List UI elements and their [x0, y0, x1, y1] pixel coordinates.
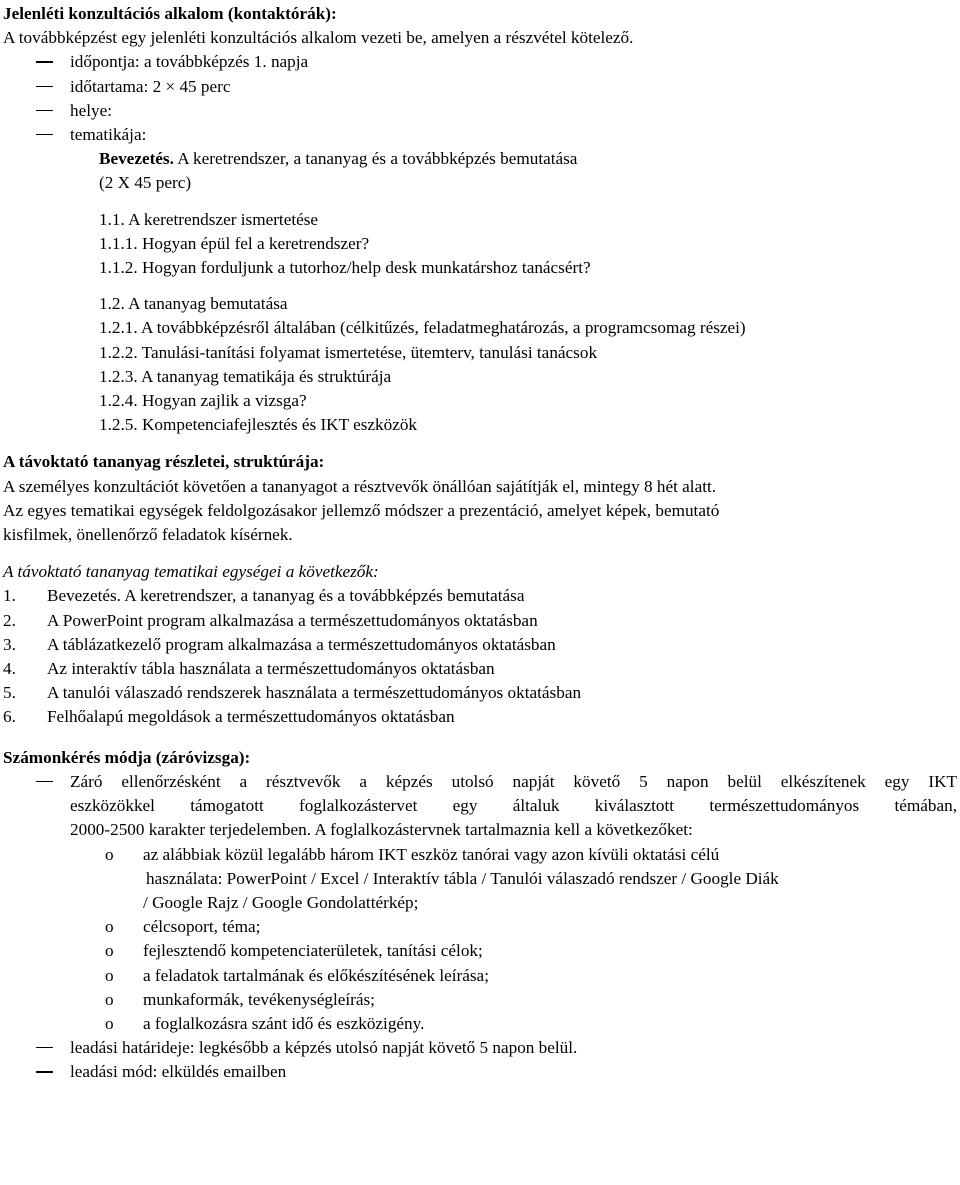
circle-bullet-icon: o	[105, 989, 114, 1009]
section-heading-contact: Jelenléti konzultációs alkalom (kontaktórák):	[3, 4, 337, 23]
circle-bullet-icon: o	[105, 1013, 114, 1033]
unit-list-item: 3. A táblázatkezelő program alkalmazása a természettudományos oktatásban	[3, 634, 556, 654]
dash-bullet-icon	[36, 1047, 53, 1048]
detail-item: helye:	[3, 99, 957, 123]
outline-item: 1.2.2. Tanulási-tanítási folyamat ismertetése, ütemterv, tanulási tanácsok	[99, 342, 598, 362]
exam-sub-item-cont: használata: PowerPoint / Excel / Interaktív tábla / Tanulói válaszadó rendszer / Google Diák	[146, 868, 779, 888]
unit-list-item: 4. Az interaktív tábla használata a természettudományos oktatásban	[3, 659, 495, 679]
section-heading-exam: Számonkérés módja (záróvizsga):	[3, 747, 251, 767]
exam-sub-item: o célcsoport, téma;	[3, 915, 957, 939]
exam-sub-item: o az alábbiak közül legalább három IKT eszköz tanórai vagy azon kívüli oktatási célú	[3, 843, 957, 867]
dash-bullet-icon	[36, 781, 53, 782]
dash-bullet-icon	[36, 134, 53, 135]
unit-list-item: 6. Felhőalapú megoldások a természettudományos oktatásban	[3, 707, 455, 727]
outline-item: 1.2.4. Hogyan zajlik a vizsga?	[99, 391, 307, 411]
outline-item: 1.2.3. A tananyag tematikája és struktúrája	[99, 366, 392, 386]
dash-bullet-icon	[36, 86, 53, 87]
detail-item: időtartama: 2 × 45 perc	[3, 75, 957, 99]
dash-bullet-icon	[36, 110, 53, 111]
outline-item: 1.1.1. Hogyan épül fel a keretrendszer?	[99, 233, 370, 253]
circle-bullet-icon: o	[105, 941, 114, 961]
paragraph: kisfilmek, önellenőrző feladatok kísérnek.	[3, 525, 293, 545]
section-heading-distance: A távoktató tananyag részletei, struktúrája:	[3, 452, 325, 472]
outline-item: 1.2. A tananyag bemutatása	[99, 294, 288, 314]
outline-item: 1.1. A keretrendszer ismertetése	[99, 209, 319, 229]
exam-item: Záró ellenőrzésként a résztvevők a képzés utolsó napját követő 5 napon belül elkészítenek egy IKT	[3, 770, 957, 794]
intro-paragraph: A továbbképzést egy jelenléti konzultációs alkalom vezeti be, amelyen a részvétel kötelező.	[3, 28, 634, 48]
exam-deadline: leadási határideje: legkésőbb a képzés utolsó napját követő 5 napon belül.	[3, 1036, 957, 1060]
circle-bullet-icon: o	[105, 965, 114, 985]
outline-item: 1.1.2. Hogyan forduljunk a tutorhoz/help desk munkatárshoz tanácsért?	[99, 258, 591, 278]
outline-item: 1.2.5. Kompetenciafejlesztés és IKT eszközök	[99, 415, 418, 435]
detail-item: időpontja: a továbbképzés 1. napja	[3, 50, 957, 74]
exam-submission-mode: leadási mód: elküldés emailben	[3, 1060, 957, 1084]
exam-sub-item: o munkaformák, tevékenységleírás;	[3, 988, 957, 1012]
circle-bullet-icon: o	[105, 844, 114, 864]
units-heading: A távoktató tananyag tematikai egységei a következők:	[3, 562, 379, 582]
tematika-intro: Bevezetés. A keretrendszer, a tananyag és a továbbképzés bemutatása	[99, 149, 578, 169]
exam-item-cont: eszközökkel támogatott foglalkozástervet egy általuk kiválasztott természettudományos témában,	[70, 796, 957, 816]
unit-list-item: 1. Bevezetés. A keretrendszer, a tananyag és a továbbképzés bemutatása	[3, 586, 525, 606]
exam-sub-item: o a foglalkozásra szánt idő és eszközigény.	[3, 1012, 957, 1036]
dash-bullet-icon	[36, 1071, 53, 1072]
unit-list-item: 2. A PowerPoint program alkalmazása a természettudományos oktatásban	[3, 610, 538, 630]
exam-sub-item: o a feladatok tartalmának és előkészítésének leírása;	[3, 964, 957, 988]
dash-bullet-icon	[36, 61, 53, 62]
outline-item: 1.2.1. A továbbképzésről általában (célkitűzés, feladatmeghatározás, a programcsomag részei)	[99, 318, 746, 338]
document	[3, 2, 957, 1085]
exam-sub-item-cont: / Google Rajz / Google Gondolattérkép;	[143, 892, 419, 912]
paragraph: Az egyes tematikai egységek feldolgozásakor jellemző módszer a prezentáció, amelyet képek, bemutató	[3, 500, 720, 520]
tematika-intro-duration: (2 X 45 perc)	[99, 173, 192, 193]
exam-item-cont: 2000-2500 karakter terjedelemben. A foglalkozástervnek tartalmaznia kell a következőket:	[70, 820, 693, 840]
detail-item: tematikája:	[3, 123, 957, 147]
unit-list-item: 5. A tanulói válaszadó rendszerek használata a természettudományos oktatásban	[3, 683, 582, 703]
circle-bullet-icon: o	[105, 917, 114, 937]
exam-sub-item: o fejlesztendő kompetenciaterületek, tanítási célok;	[3, 939, 957, 963]
paragraph: A személyes konzultációt követően a tananyagot a résztvevők önállóan sajátítják el, mintegy 8 hét alatt.	[3, 476, 717, 496]
